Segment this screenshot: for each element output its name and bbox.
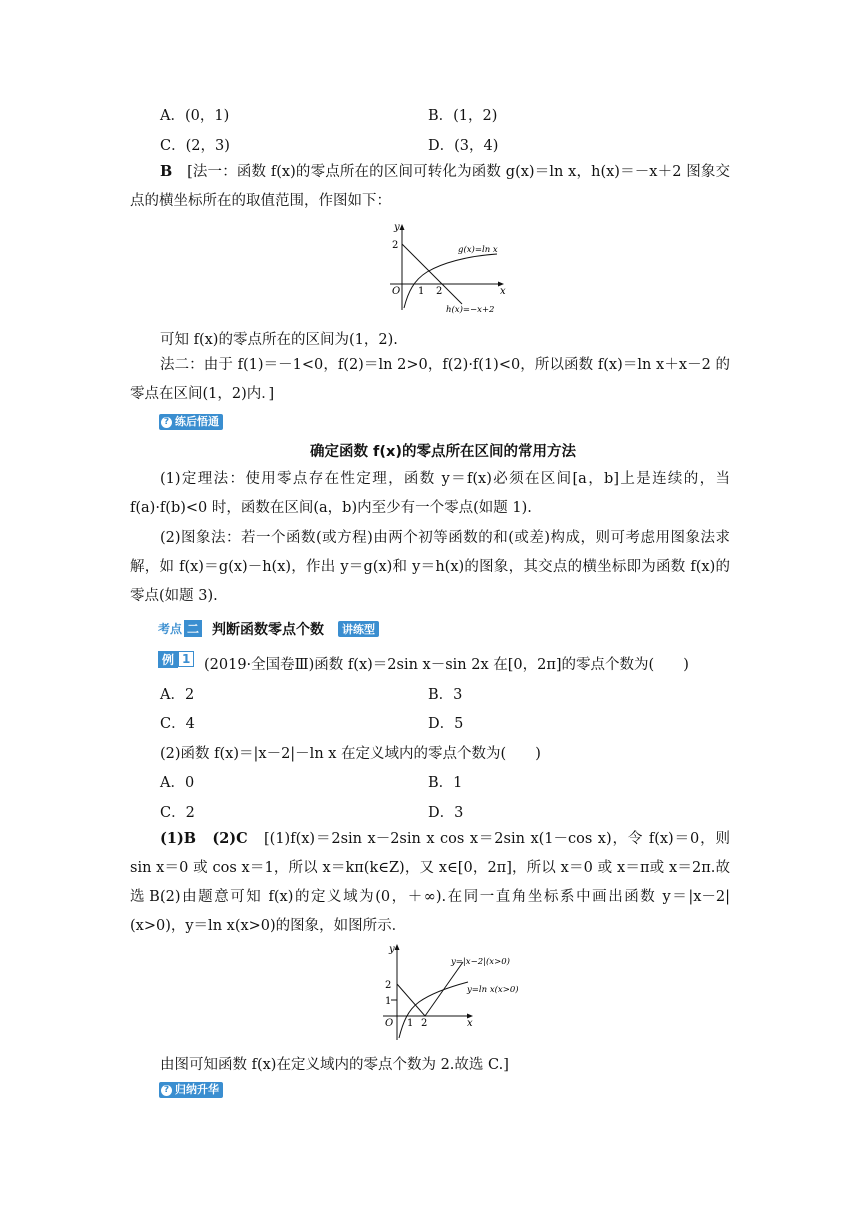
graph1-x-label: x [500, 286, 506, 297]
graph2-x-label: x [467, 1018, 473, 1029]
example-question-2: (2)函数 f(x)＝|x－2|－ln x 在定义域内的零点个数为( ) [160, 746, 541, 762]
method-title: 确定函数 f(x)的零点所在区间的常用方法 [310, 444, 576, 460]
graph2-ln-curve [399, 982, 468, 1038]
graph2-tick-y-2: 2 [385, 980, 392, 991]
solution-1-answer: B [160, 163, 173, 180]
graph2-abs-line [397, 962, 463, 1016]
solution-1-method-2: 法二：由于 f(1)＝－1<0，f(2)＝ln 2>0，f(2)·f(1)<0，所以函数 f(x)＝ln x＋x－2 的零点在区间(1，2)内．] [130, 357, 730, 402]
graph1-tick-x-1: 1 [418, 286, 425, 297]
ex-q2-option-a: A．0 [160, 775, 195, 791]
solution-1-conclusion: 可知 f(x)的零点所在的区间为(1，2). [160, 332, 398, 348]
kaodian-badge: 讲练型 [338, 621, 379, 637]
graph2-label-abs: y=|x−2|(x>0) [451, 957, 510, 967]
graph1-line-h [402, 244, 462, 304]
ex-q1-option-d: D．5 [428, 716, 464, 732]
solution-2-answers: (1)B (2)C [160, 830, 248, 847]
solution-1-paragraph [130, 157, 730, 216]
option-b: B．(1，2) [428, 108, 498, 124]
ex-q1-option-c: C．4 [160, 716, 195, 732]
kaodian-header [158, 620, 379, 637]
kaodian-number: 二 [184, 620, 202, 637]
question-icon: ? [161, 1085, 172, 1096]
graph1-label-h: h(x)=−x+2 [446, 305, 495, 314]
graph1-tick-x-2: 2 [436, 286, 443, 297]
option-c: C．(2，3) [160, 138, 230, 154]
graph2-tick-x-1: 1 [407, 1018, 414, 1029]
graph2-origin: O [385, 1018, 394, 1029]
graph2-tick-y-1: 1 [385, 996, 392, 1007]
ex-q1-option-b: B．3 [428, 687, 463, 703]
graph1-label-g: g(x)=ln x [458, 245, 498, 255]
method-2: (2)图象法：若一个函数(或方程)由两个初等函数的和(或差)构成，则可考虑用图象法求解，如 f(x)＝g(x)－h(x)，作出 y＝g(x)和 y＝h(x)的图象，其交点的横坐标即为函数 f(x)的零点(如题 3). [130, 530, 730, 604]
graph2-tick-x-2: 2 [421, 1018, 428, 1029]
ex-q2-option-b: B．1 [428, 775, 463, 791]
example-question-1: (2019·全国卷Ⅲ)函数 f(x)＝2sin x－sin 2x 在[0，2π]的零点个数为( ) [204, 657, 689, 673]
question-icon: ? [161, 417, 172, 428]
graph1-origin: O [392, 286, 401, 297]
ex-q1-option-a: A．2 [160, 687, 195, 703]
solution-1-text: [法一：函数 f(x)的零点所在的区间可转化为函数 g(x)＝ln x，h(x)＝－x＋2 图象交点的横坐标所在的取值范围，作图如下： [130, 164, 731, 209]
example-label [158, 651, 194, 667]
graph2-y-arrow [395, 944, 400, 950]
summary-tag-label: 归纳升华 [175, 1083, 219, 1096]
solution-2-conclusion: 由图可知函数 f(x)在定义域内的零点个数为 2.故选 C.] [160, 1057, 509, 1073]
graph1-y-arrow [400, 224, 405, 230]
practice-tag-label: 练后悟通 [175, 415, 219, 428]
method-1: (1)定理法：使用零点存在性定理，函数 y＝f(x)必须在区间[a，b]上是连续的，当 f(a)·f(b)<0 时，函数在区间(a，b)内至少有一个零点(如题 1). [130, 471, 730, 516]
graph1-y-label: y [394, 222, 400, 233]
graph-ln-and-line [372, 222, 512, 314]
graph1-tick-y-2: 2 [392, 240, 399, 251]
graph-abs-and-ln [363, 942, 533, 1042]
example-label-number: 1 [178, 651, 194, 667]
ex-q2-option-d: D．3 [428, 805, 464, 821]
kaodian-title: 判断函数零点个数 [212, 621, 325, 638]
practice-tag [159, 414, 223, 430]
option-a: A．(0，1) [160, 108, 230, 124]
example-label-text: 例 [158, 651, 178, 668]
graph2-y-label: y [389, 944, 395, 955]
graph1-curve-g [404, 254, 497, 308]
summary-tag [159, 1082, 223, 1098]
graph2-label-ln: y=ln x(x>0) [467, 985, 519, 995]
kaodian-label: 考点 [158, 622, 183, 636]
solution-2-part-2: (2)由题意可知 f(x)的定义域为(0，＋∞).在同一直角坐标系中画出函数 y＝|x－2|(x>0)，y＝ln x(x>0)的图象，如图所示． [130, 889, 730, 934]
solution-2-part-1: [(1)f(x)＝2sin x－2sin x cos x＝2sin x(1－cos x)，令 f(x)＝0，则 sin x＝0 或 cos x＝1，所以 x＝kπ(k∈Z)，又 x∈[0，2π]，所以 x＝0 或 x＝π或 x＝2π.故选 B. [130, 831, 731, 905]
ex-q2-option-c: C．2 [160, 805, 195, 821]
option-d: D．(3，4) [428, 138, 499, 154]
